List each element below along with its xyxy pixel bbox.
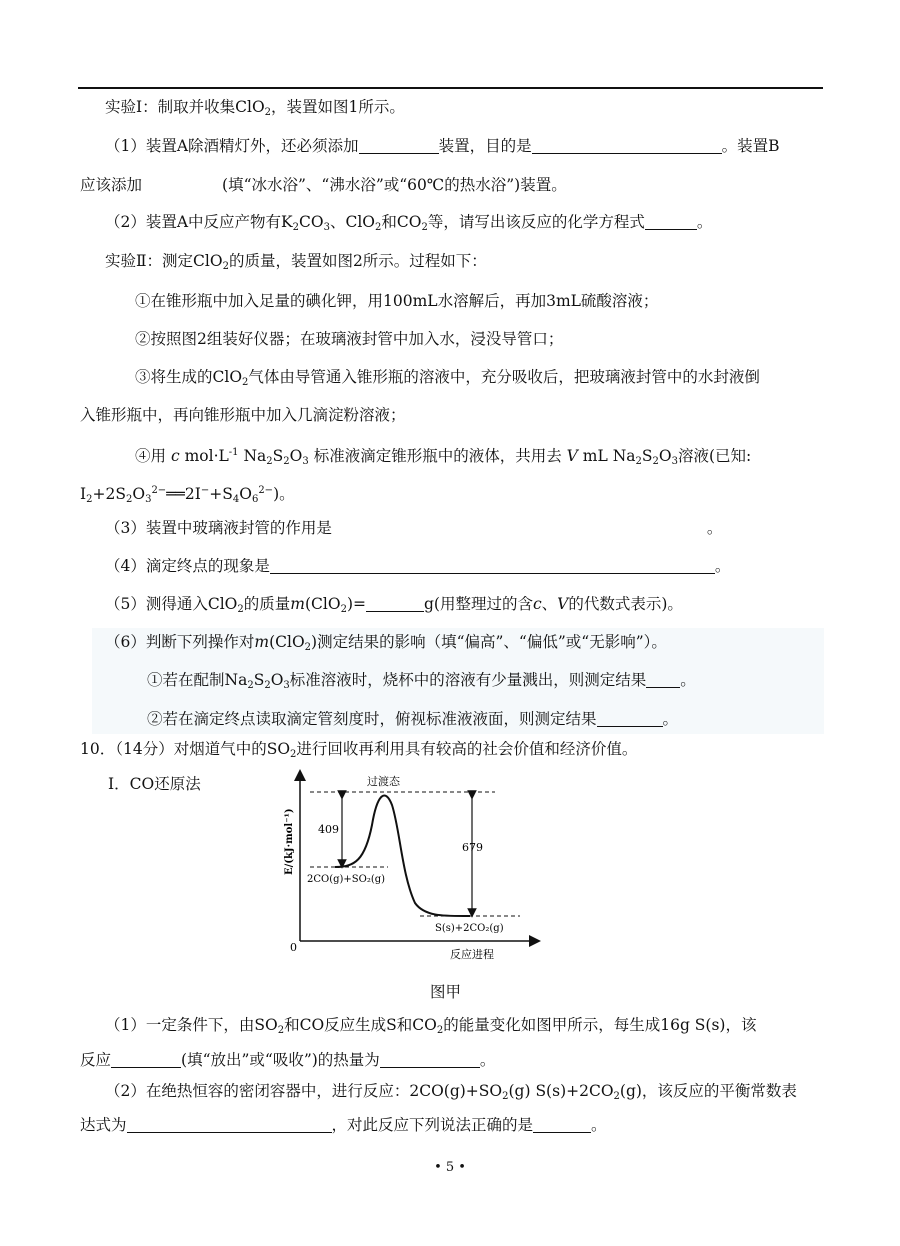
- q10-p2-line1: （2）在绝热恒容的密闭容器中，进行反应：$2CO(g)+SO_2(g)$ $S(s)+2CO_2(g)$，该反应的平衡常数表: [105, 1082, 797, 1102]
- answer-blank[interactable]: [533, 1116, 591, 1133]
- answer-blank[interactable]: [597, 710, 663, 727]
- q10-part1: Ⅰ．CO还原法: [108, 775, 201, 793]
- energy-diagram: [280, 765, 550, 965]
- answer-blank[interactable]: [366, 595, 424, 612]
- reactants-label: 2CO(g)+SO₂(g): [307, 874, 386, 885]
- exp2-q3: （3）装置中玻璃液封管的作用是 。: [105, 519, 723, 537]
- answer-blank[interactable]: [111, 1051, 181, 1068]
- page-number: • 5 •: [434, 1160, 466, 1175]
- exp2-title: 实验Ⅱ：测定ClO$_2$的质量，装置如图2所示。过程如下：: [105, 252, 487, 272]
- origin-label: 0: [290, 941, 297, 954]
- answer-blank[interactable]: [380, 1051, 480, 1068]
- answer-blank[interactable]: [270, 557, 715, 574]
- answer-blank[interactable]: [532, 137, 722, 154]
- q10-heading: 10．（14分）对烟道气中的$SO_2$进行回收再利用具有较高的社会价值和经济价值。: [80, 740, 638, 760]
- exp1-q1-line2: 应该添加 (填“冰水浴”、“沸水浴”或“60℃的热水浴”)装置。: [80, 176, 567, 194]
- exp2-step4: ④用 c $mol\cdot L^{-1}$ $Na_2S_2O_3$ 标准液滴定锥形瓶中的液体，共用去 V mL $Na_2S_2O_3$溶液(已知:: [135, 447, 752, 467]
- header-rule: [78, 87, 823, 89]
- exp1-q1-line1: （1）装置A除酒精灯外，还必须添加 装置，目的是 。装置B: [105, 137, 780, 155]
- exp2-q6-2: ②若在滴定终点读取滴定管刻度时，俯视标准液液面，则测定结果 。: [147, 710, 679, 728]
- exp2-q6: （6）判断下列操作对m(ClO$_2$)测定结果的影响（填“偏高”、“偏低”或“无影响”）。: [105, 633, 667, 653]
- transition-label: 过渡态: [367, 775, 400, 788]
- x-axis-label: 反应进程: [450, 948, 494, 961]
- y-axis-label: E/(kJ·mol⁻¹): [284, 808, 295, 875]
- exp2-equation: $I_2+2S_2O_3^{2-}══2I^-+S_4O_6^{2-}$)。: [80, 485, 295, 505]
- answer-blank[interactable]: [646, 671, 680, 688]
- exp2-step3: ③将生成的ClO$_2$气体由导管通入锥形瓶的溶液中，充分吸收后，把玻璃液封管中的水封液倒: [135, 368, 760, 388]
- exp2-step1: ①在锥形瓶中加入足量的碘化钾，用100mL水溶解后，再加3mL硫酸溶液；: [135, 292, 659, 310]
- answer-blank[interactable]: [359, 137, 439, 154]
- exp2-step3-cont: 入锥形瓶中，再向锥形瓶中加入几滴淀粉溶液；: [80, 406, 406, 424]
- exp2-q4: （4）滴定终点的现象是 。: [105, 557, 731, 575]
- answer-blank[interactable]: [645, 213, 697, 230]
- energy-409: 409: [318, 823, 339, 836]
- exp1-title: 实验Ⅰ：制取并收集ClO$_2$，装置如图1所示。: [105, 98, 405, 118]
- q10-p2-line2: 达式为 ，对此反应下列说法正确的是 。: [80, 1116, 607, 1134]
- figure-caption: 图甲: [430, 983, 462, 1001]
- energy-curve: [335, 795, 470, 916]
- q10-p1-line2: 反应 (填“放出”或“吸收”)的热量为 。: [80, 1051, 496, 1069]
- answer-blank[interactable]: [127, 1116, 332, 1133]
- energy-679: 679: [462, 841, 483, 854]
- products-label: S(s)+2CO₂(g): [435, 923, 504, 934]
- exp2-q6-1: ①若在配制$Na_2S_2O_3$标准溶液时，烧杯中的溶液有少量溅出，则测定结果 。: [147, 671, 696, 691]
- exp1-q2: （2）装置A中反应产物有$K_2CO_3$、ClO$_2$和$CO_2$等，请写出该反应的化学方程式 。: [105, 213, 713, 233]
- exp2-q5: （5）测得通入ClO$_2$的质量m(ClO$_2$)= g(用整理过的含c、V的代数式表示)。: [105, 595, 683, 615]
- q10-p1-line1: （1）一定条件下，由$SO_2$和CO反应生成S和$CO_2$的能量变化如图甲所示，每生成16g S(s)，该: [105, 1016, 757, 1036]
- exp2-step2: ②按照图2组装好仪器；在玻璃液封管中加入水，浸没导管口；: [135, 330, 564, 348]
